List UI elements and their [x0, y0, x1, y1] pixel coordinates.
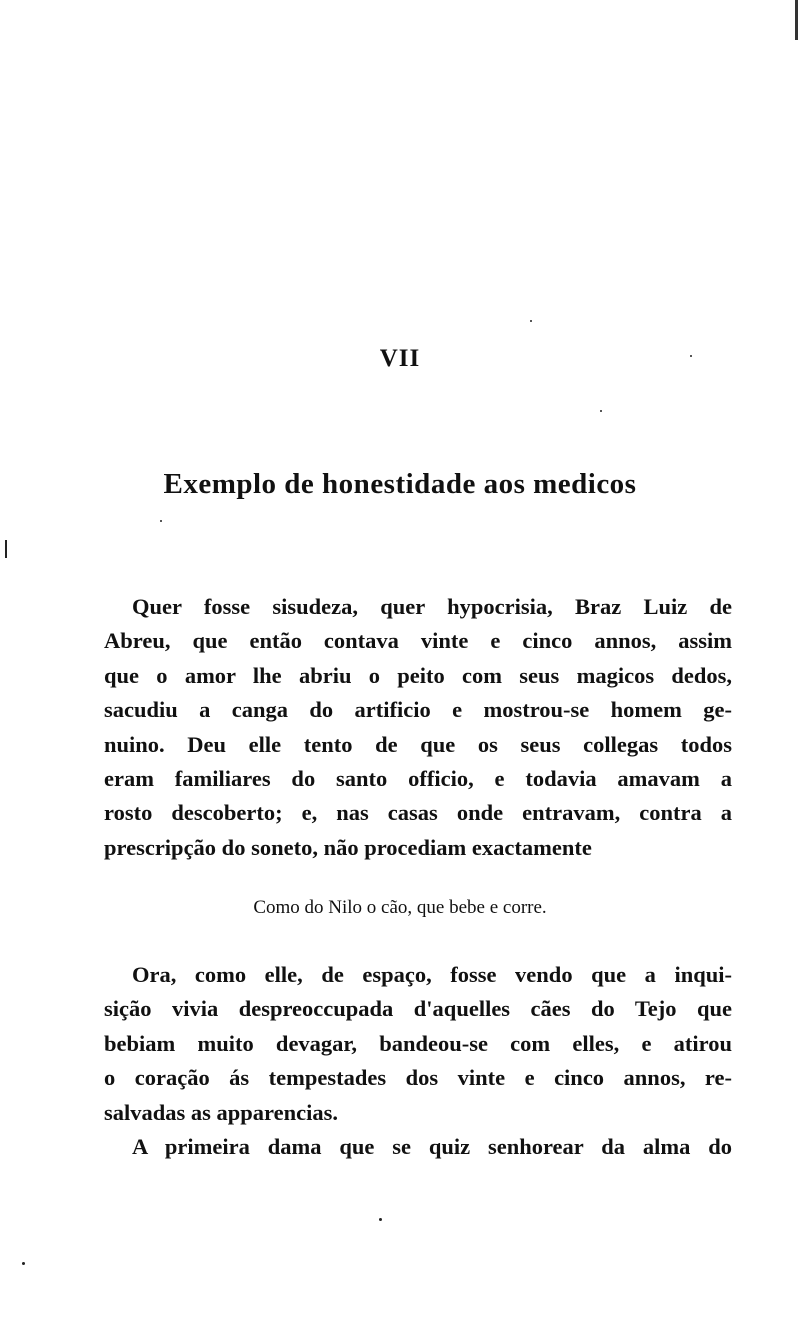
margin-mark — [5, 540, 7, 558]
text-line: o coração ás tempestades dos vinte e cinco annos, re- — [104, 1065, 732, 1091]
ink-speck — [600, 410, 602, 412]
text-line: A primeira dama que se quiz senhorear da alma do — [132, 1134, 732, 1160]
ink-speck — [22, 1262, 25, 1265]
paragraph-2 — [104, 958, 732, 1164]
text-line: salvadas as apparencias. — [104, 1099, 339, 1125]
text-line: sição vivia despreoccupada d'aquelles cães do Tejo que — [104, 996, 732, 1022]
text-line: bebiam muito devagar, bandeou-se com elles, e atirou — [104, 1030, 732, 1056]
paragraph-1 — [104, 590, 732, 865]
text-line: sacudiu a canga do artificio e mostrou-se homem ge- — [104, 697, 732, 723]
text-line: rosto descoberto; e, nas casas onde entravam, contra a — [104, 800, 732, 826]
page-edge-mark — [795, 0, 798, 40]
verse-quote: Como do Nilo o cão, que bebe e corre. — [253, 897, 547, 918]
text-line: Quer fosse sisudeza, quer hypocrisia, Braz Luiz de — [132, 594, 732, 619]
text-line: prescripção do soneto, não procediam exactamente — [104, 834, 592, 860]
ink-speck — [379, 1218, 382, 1221]
chapter-title: Exemplo de honestidade aos medicos — [163, 468, 637, 500]
text-line: Abreu, que então contava vinte e cinco annos, assim — [104, 628, 732, 654]
chapter-number: VII — [379, 345, 421, 372]
text-line: nuino. Deu elle tento de que os seus collegas todos — [104, 731, 732, 757]
text-line: eram familiares do santo officio, e todavia amavam a — [104, 766, 732, 792]
ink-speck — [530, 320, 532, 322]
text-line: que o amor lhe abriu o peito com seus magicos dedos, — [104, 662, 732, 688]
ink-speck — [160, 520, 162, 522]
ink-speck — [690, 355, 692, 357]
text-line: Ora, como elle, de espaço, fosse vendo que a inqui- — [132, 962, 732, 987]
